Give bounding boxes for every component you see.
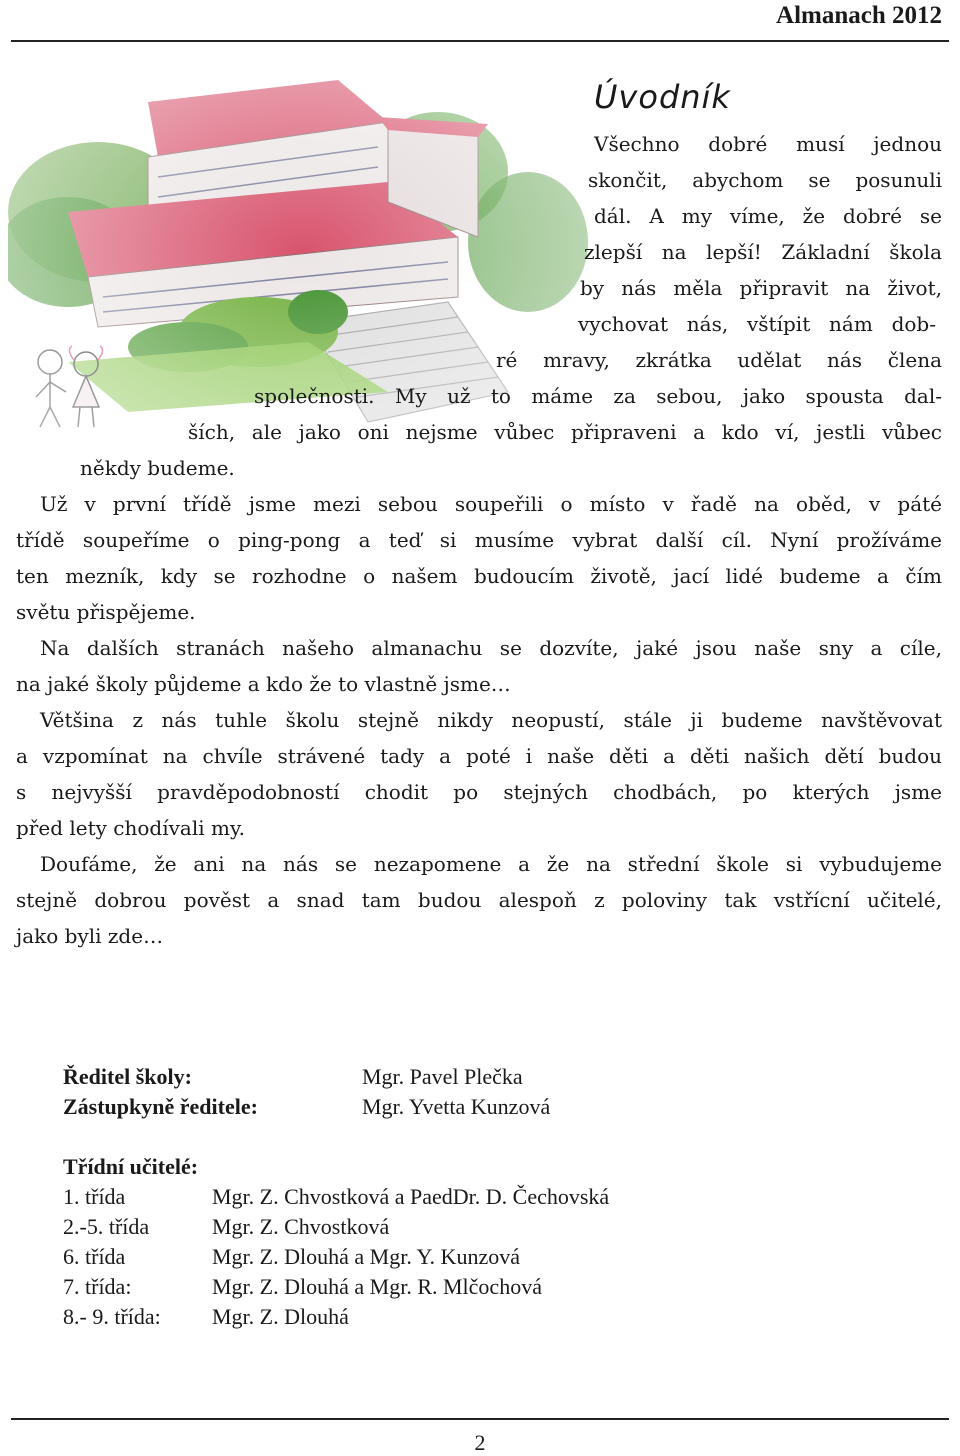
body-line: vychovat nás, vštípit nám dob- bbox=[578, 312, 936, 336]
body-line: světu přispějeme. bbox=[16, 600, 196, 624]
body-line: a vzpomínat na chvíle strávené tady a poté i naše děti a děti našich dětí budou bbox=[16, 744, 942, 768]
body-line: společnosti. My už to máme za sebou, jako spousta dal- bbox=[254, 384, 942, 408]
body-line: ších, ale jako oni nejsme vůbec připraveni a kdo ví, jestli vůbec bbox=[188, 420, 942, 444]
director-label: Ředitel školy: bbox=[63, 1064, 192, 1089]
body-line: Většina z nás tuhle školu stejně nikdy neopustí, stále ji budeme navštěvovat bbox=[40, 708, 942, 732]
body-line: třídě soupeříme o ping-pong a teď si musíme vybrat další cíl. Nyní prožíváme bbox=[16, 528, 942, 552]
body-line: Doufáme, že ani na nás se nezapomene a že na střední škole si vybudujeme bbox=[40, 852, 942, 876]
class-teacher: Mgr. Z. Dlouhá a Mgr. Y. Kunzová bbox=[212, 1244, 520, 1269]
body-line: ré mravy, zkrátka udělat nás člena bbox=[496, 348, 942, 372]
body-line: dál. A my víme, že dobré se bbox=[594, 204, 942, 228]
class-teacher: Mgr. Z. Chvostková a PaedDr. D. Čechovská bbox=[212, 1184, 610, 1209]
body-line: stejně dobrou pověst a snad tam budou alespoň z poloviny tak vstřícní učitelé, bbox=[16, 888, 942, 912]
page-number: 2 bbox=[474, 1430, 486, 1455]
body-line: zlepší na lepší! Základní škola bbox=[584, 240, 942, 264]
page-header bbox=[0, 0, 960, 44]
class-name: 1. třída bbox=[63, 1184, 126, 1209]
body-line: někdy budeme. bbox=[80, 456, 235, 480]
class-teacher: Mgr. Z. Dlouhá bbox=[212, 1304, 349, 1329]
body-line: před lety chodívali my. bbox=[16, 816, 245, 840]
class-name: 7. třída: bbox=[63, 1274, 132, 1299]
school-building-illustration bbox=[8, 62, 598, 482]
header-rule bbox=[11, 40, 949, 42]
class-teacher: Mgr. Z. Dlouhá a Mgr. R. Mlčochová bbox=[212, 1274, 542, 1299]
body-line: Už v první třídě jsme mezi sebou soupeřili o místo v řadě na oběd, v páté bbox=[40, 492, 942, 516]
body-line: jako byli zde… bbox=[16, 924, 164, 948]
body-line: Na dalších stranách našeho almanachu se dozvíte, jaké jsou naše sny a cíle, bbox=[40, 636, 942, 660]
footer-rule bbox=[11, 1418, 949, 1420]
class-teacher: Mgr. Z. Chvostková bbox=[212, 1214, 390, 1239]
body-line: ten mezník, kdy se rozhodne o našem budoucím životě, jací lidé budeme a čím bbox=[16, 564, 942, 588]
body-line: skončit, abychom se posunuli bbox=[588, 168, 942, 192]
deputy-name: Mgr. Yvetta Kunzová bbox=[362, 1094, 551, 1119]
class-name: 8.- 9. třída: bbox=[63, 1304, 161, 1329]
body-line: by nás měla připravit na život, bbox=[580, 276, 942, 300]
class-name: 2.-5. třída bbox=[63, 1214, 150, 1239]
class-teachers-label: Třídní učitelé: bbox=[63, 1154, 199, 1179]
body-line: Všechno dobré musí jednou bbox=[594, 132, 942, 156]
deputy-label: Zástupkyně ředitele: bbox=[63, 1094, 258, 1119]
body-line: s nejvyšší pravděpodobností chodit po stejných chodbách, po kterých jsme bbox=[16, 780, 942, 804]
header-title: Almanach 2012 bbox=[776, 2, 942, 29]
article-heading: Úvodník bbox=[594, 78, 731, 116]
body-line: na jaké školy půjdeme a kdo že to vlastně jsme… bbox=[16, 672, 511, 696]
class-name: 6. třída bbox=[63, 1244, 126, 1269]
director-name: Mgr. Pavel Plečka bbox=[362, 1064, 523, 1089]
